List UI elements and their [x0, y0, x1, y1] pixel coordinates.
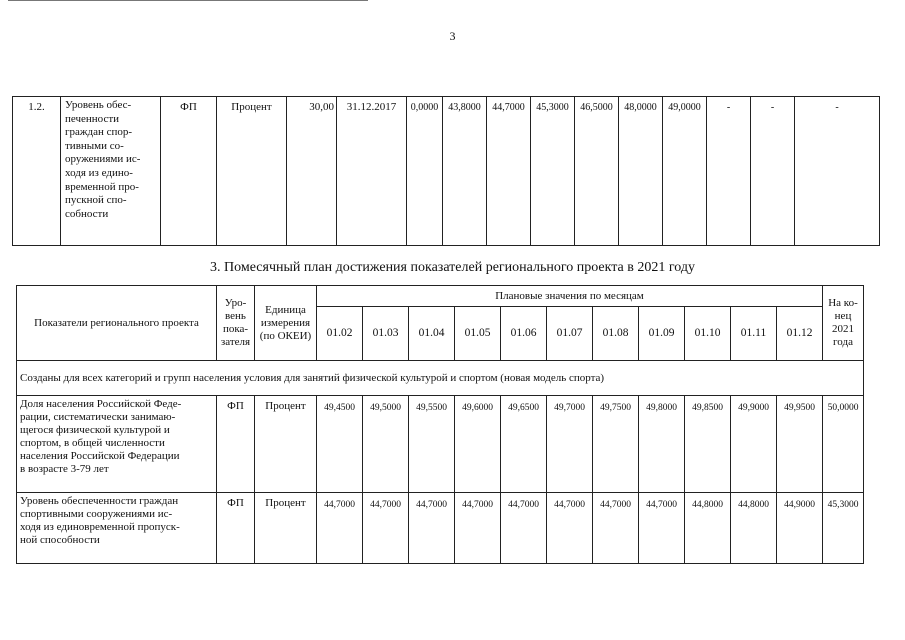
page-number: 3: [449, 29, 456, 43]
value-cell: 44,8000: [731, 493, 777, 564]
value-cell: 49,8000: [639, 396, 685, 493]
value-cell: 44,7000: [593, 493, 639, 564]
group-row: [17, 361, 864, 396]
value-cell: 44,9000: [777, 493, 823, 564]
month-header: 01.08: [593, 307, 639, 361]
indicator-name: Уровень обес- печенности граждан спор- тивными со- оружениями ис- ходя из едино- временной про- пускной спо- собности: [61, 97, 161, 246]
month-header: 01.02: [317, 307, 363, 361]
value-cell: 44,7000: [409, 493, 455, 564]
value-cell: 44,7000: [487, 97, 531, 246]
row-index: 1.2.: [13, 97, 61, 246]
value-cell: 44,7000: [639, 493, 685, 564]
value-cell: 49,7000: [547, 396, 593, 493]
indicator-table-continuation: [12, 96, 880, 246]
header-planned: Плановые значения по месяцам: [317, 286, 823, 307]
indicator-level: ФП: [217, 493, 255, 564]
value-cell: 0,0000: [407, 97, 443, 246]
year-end-value: 45,3000: [823, 493, 864, 564]
header-level: Уро- вень пока- зателя: [217, 286, 255, 361]
value-cell: 45,3000: [531, 97, 575, 246]
unit: Процент: [255, 396, 317, 493]
indicator-level: ФП: [217, 396, 255, 493]
value-cell: 49,5500: [409, 396, 455, 493]
year-end-value: 50,0000: [823, 396, 864, 493]
value-cell: 49,0000: [663, 97, 707, 246]
table-row: [13, 97, 880, 246]
unit: Процент: [217, 97, 287, 246]
group-title: Созданы для всех категорий и групп населения условия для занятий физической культурой и спортом (новая модель спорта): [17, 361, 864, 396]
value-cell: -: [795, 97, 880, 246]
value-cell: 46,5000: [575, 97, 619, 246]
month-header: 01.10: [685, 307, 731, 361]
month-header: 01.04: [409, 307, 455, 361]
header-unit: Единица измерения (по ОКЕИ): [255, 286, 317, 361]
value-cell: 44,7000: [317, 493, 363, 564]
base-value: 30,00: [287, 97, 337, 246]
value-cell: 49,9500: [777, 396, 823, 493]
value-cell: 49,9000: [731, 396, 777, 493]
value-cell: 44,7000: [363, 493, 409, 564]
value-cell: 43,8000: [443, 97, 487, 246]
value-cell: 49,7500: [593, 396, 639, 493]
table-row: [17, 493, 864, 564]
value-cell: 44,7000: [455, 493, 501, 564]
value-cell: 44,7000: [501, 493, 547, 564]
value-cell: 49,8500: [685, 396, 731, 493]
value-cell: -: [751, 97, 795, 246]
month-header: 01.03: [363, 307, 409, 361]
value-cell: 49,5000: [363, 396, 409, 493]
monthly-plan-table: [16, 285, 864, 564]
table-row: [17, 396, 864, 493]
top-rule: [8, 0, 368, 1]
value-cell: 49,4500: [317, 396, 363, 493]
value-cell: 49,6500: [501, 396, 547, 493]
section-title: 3. Помесячный план достижения показателей регионального проекта в 2021 году: [210, 260, 695, 275]
base-date: 31.12.2017: [337, 97, 407, 246]
header-row: [17, 286, 864, 307]
value-cell: 49,6000: [455, 396, 501, 493]
month-header: 01.05: [455, 307, 501, 361]
header-indicator: Показатели регионального проекта: [17, 286, 217, 361]
indicator-name: Доля населения Российской Феде- рации, систематически занимаю- щегося физической культурой и спортом, в общей численности населения Российской Федерации в возрасте 3-79 лет: [17, 396, 217, 493]
month-header: 01.09: [639, 307, 685, 361]
month-header: 01.07: [547, 307, 593, 361]
value-cell: 48,0000: [619, 97, 663, 246]
header-year-end: На ко- нец 2021 года: [823, 286, 864, 361]
value-cell: 44,7000: [547, 493, 593, 564]
indicator-name: Уровень обеспеченности граждан спортивными сооружениями ис- ходя из единовременной пропуск- ной способности: [17, 493, 217, 564]
value-cell: -: [707, 97, 751, 246]
month-header: 01.12: [777, 307, 823, 361]
indicator-level: ФП: [161, 97, 217, 246]
value-cell: 44,8000: [685, 493, 731, 564]
month-header: 01.11: [731, 307, 777, 361]
month-header: 01.06: [501, 307, 547, 361]
unit: Процент: [255, 493, 317, 564]
